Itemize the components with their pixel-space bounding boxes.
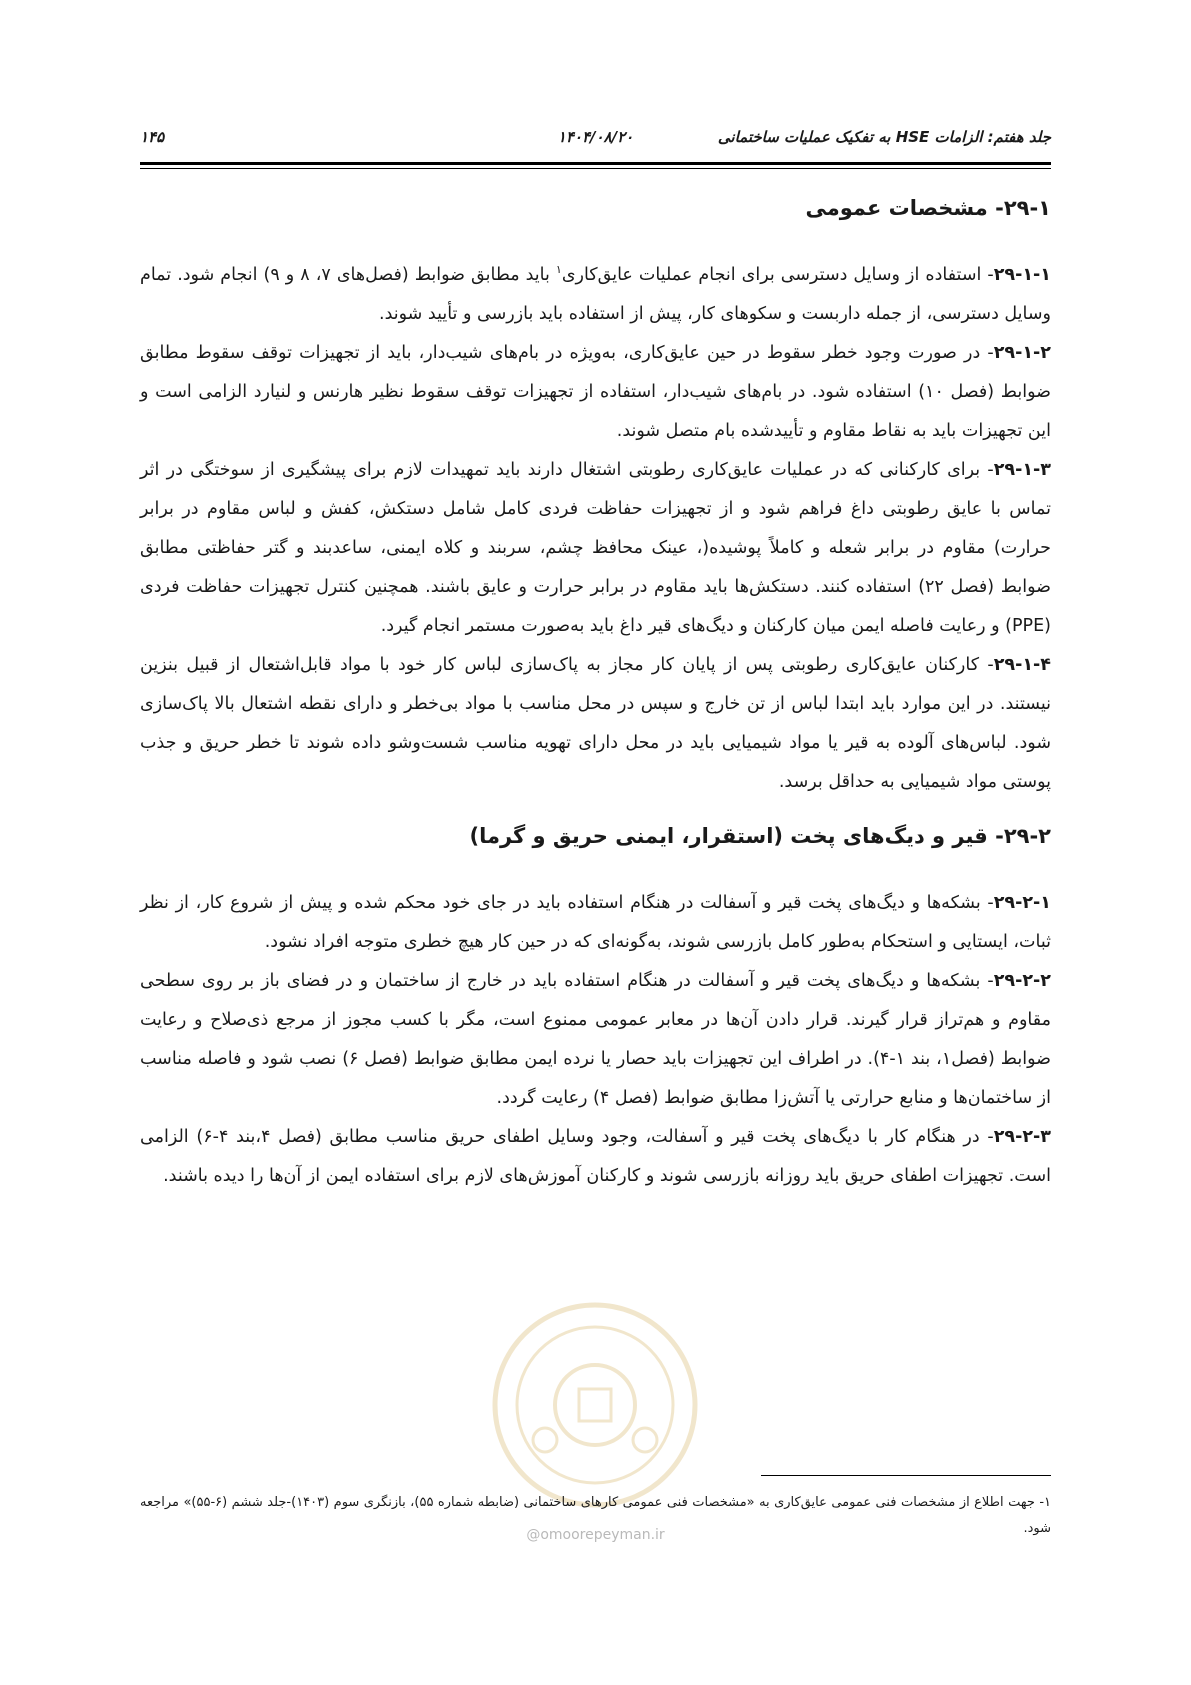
page-number: ۱۴۵ — [140, 128, 165, 146]
section-heading: ۲۹-۱- مشخصات عمومی — [805, 196, 1051, 220]
header-rule-thin — [140, 168, 1051, 169]
paragraph-text: باید مطابق ضوابط (فصل‌های ۷، ۸ و ۹) انجام شود. تمام وسایل دسترسی، از جمله داربست و سکوهای کار، پیش از استفاده باید بازرسی و تأیید شوند. — [140, 265, 1051, 324]
clause-number: ۲۹-۲-۳ — [993, 1127, 1051, 1147]
section-heading: ۲۹-۲- قیر و دیگ‌های پخت (استقرار، ایمنی حریق و گرما) — [469, 824, 1051, 848]
header-title: جلد هفتم: الزامات HSE به تفکیک عملیات ساختمانی — [717, 128, 1051, 146]
footnote: ۱- جهت اطلاع از مشخصات فنی عمومی عایق‌کاری به «مشخصات فنی عمومی کارهای ساختمانی (ضابطه شماره ۵۵)، بازنگری سوم (۱۴۰۳)-جلد ششم (۶-۵۵)» مراجعه شود. — [140, 1495, 1051, 1536]
paragraph — [140, 884, 1051, 962]
paragraph-text: - برای کارکنانی که در عملیات عایق‌کاری رطوبتی اشتغال دارند باید تمهیدات لازم برای پیشگیری از سوختگی در اثر تماس با عایق رطوبتی داغ فراهم شود و از تجهیزات حفاظت فردی کامل شامل دستکش، کفش و لباس مقاوم در برابر حرارت) مقاوم در برابر شعله و کاملاً پوشیده(، عینک محافظ چشم، سربند و کلاه ایمنی، ساعدبند و گتر حفاظتی مطابق ضوابط (فصل ۲۲) استفاده کنند. دستکش‌ها باید مقاوم در برابر حرارت و عایق باشند. همچنین کنترل تجهیزات حفاظت فردی (PPE) و رعایت فاصله ایمن میان کارکنان و دیگ‌های قیر داغ باید به‌صورت مستمر انجام گیرد. — [140, 460, 1051, 636]
page-content — [140, 180, 1051, 1196]
paragraph-text: - در صورت وجود خطر سقوط در حین عایق‌کاری، به‌ویژه در بام‌های شیب‌دار، باید از تجهیزات توقف سقوط مطابق ضوابط (فصل ۱۰) استفاده شود. در بام‌های شیب‌دار، استفاده از تجهیزات توقف سقوط نظیر هارنس و لنیارد الزامی است و این تجهیزات باید به نقاط مقاوم و تأییدشده بام متصل شوند. — [140, 343, 1051, 441]
paragraph — [140, 451, 1051, 646]
paragraph — [140, 962, 1051, 1118]
clause-number: ۲۹-۲-۱ — [993, 893, 1051, 913]
clause-number: ۲۹-۱-۲ — [993, 343, 1051, 363]
header-rule-thick — [140, 162, 1051, 165]
watermark-text: @omoorepeyman.ir — [526, 1527, 665, 1543]
footnote-ref[interactable]: ۱ — [555, 263, 562, 277]
paragraph — [140, 334, 1051, 451]
paragraph — [140, 1118, 1051, 1196]
paragraph-text: - بشکه‌ها و دیگ‌های پخت قیر و آسفالت در هنگام استفاده باید در جای خود محکم شده و پیش از شروع کار، از نظر ثبات، ایستایی و استحکام به‌طور کامل بازرسی شوند، به‌گونه‌ای که در حین کار هیچ خطری متوجه افراد نشود. — [140, 893, 1051, 952]
header-date: ۱۴۰۴/۰۸/۲۰ — [557, 128, 634, 146]
watermark-seal-icon — [475, 1285, 715, 1525]
clause-number: ۲۹-۱-۴ — [993, 655, 1051, 675]
paragraph-text: - کارکنان عایق‌کاری رطوبتی پس از پایان کار مجاز به پاک‌سازی لباس کار خود با مواد قابل‌اشتعال از قبیل بنزین نیستند. در این موارد باید ابتدا لباس از تن خارج و سپس در محل مناسب با مواد بی‌خطر و دارای نقطه اشتعال بالا پاک‌سازی شود. لباس‌های آلوده به قیر یا مواد شیمیایی باید در محل دارای تهویه مناسب شست‌وشو داده شوند تا خطر حریق و جذب پوستی مواد شیمیایی به حداقل برسد. — [140, 655, 1051, 792]
paragraph-text: - در هنگام کار با دیگ‌های پخت قیر و آسفالت، وجود وسایل اطفای حریق مناسب مطابق (فصل ۴،بند ۴-۶) الزامی است. تجهیزات اطفای حریق باید روزانه بازرسی شوند و کارکنان آموزش‌های لازم برای استفاده ایمن از آن‌ها را دیده باشند. — [140, 1127, 1051, 1186]
clause-number: ۲۹-۲-۲ — [993, 971, 1051, 991]
paragraph — [140, 256, 1051, 334]
paragraph-text: - بشکه‌ها و دیگ‌های پخت قیر و آسفالت در هنگام استفاده باید در خارج از ساختمان و در فضای باز بر روی سطحی مقاوم و هم‌تراز قرار گیرند. قرار دادن آن‌ها در معابر عمومی ممنوع است، مگر با کسب مجوز از مرجع ذی‌صلاح و رعایت ضوابط (فصل۱، بند ۱-۴). در اطراف این تجهیزات باید حصار یا نرده ایمن مطابق ضوابط (فصل ۶) نصب شود و فاصله مناسب از ساختمان‌ها و منابع حرارتی یا آتش‌زا مطابق ضوابط (فصل ۴) رعایت گردد. — [140, 971, 1051, 1108]
paragraph-text: - استفاده از وسایل دسترسی برای انجام عملیات عایق‌کاری — [561, 265, 994, 285]
paragraph — [140, 646, 1051, 802]
page-header — [140, 128, 1051, 154]
footnote-separator — [761, 1475, 1051, 1476]
clause-number: ۲۹-۱-۳ — [993, 460, 1051, 480]
clause-number: ۲۹-۱-۱ — [993, 265, 1051, 285]
